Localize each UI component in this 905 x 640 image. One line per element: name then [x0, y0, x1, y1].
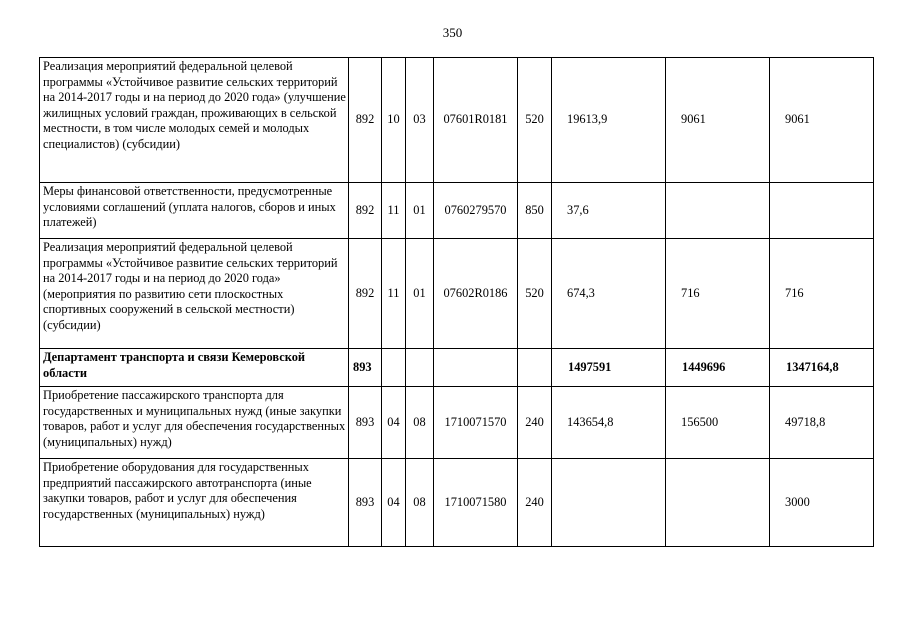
target-article-code: 07602R0186: [434, 239, 518, 349]
page-number: 350: [442, 25, 463, 40]
section-code: [382, 349, 406, 387]
section-code: 11: [382, 183, 406, 239]
subsection-code: 01: [406, 183, 434, 239]
amount-year-1: 674,3: [552, 239, 666, 349]
amount-year-2: 1449696: [666, 349, 770, 387]
amount-year-3: [770, 183, 874, 239]
table-row: [40, 387, 874, 459]
row-name: Приобретение пассажирского транспорта для государственных и муниципальных нужд (иные закупки товаров, работ и услуг для обеспечения государственных (муниципальных) нужд): [40, 387, 349, 459]
subsection-code: [406, 349, 434, 387]
target-article-code: 1710071580: [434, 459, 518, 547]
table-row: [40, 349, 874, 387]
amount-year-2: 716: [666, 239, 770, 349]
subsection-code: 01: [406, 239, 434, 349]
target-article-code: 0760279570: [434, 183, 518, 239]
section-code: 04: [382, 459, 406, 547]
row-name: Приобретение оборудования для государственных предприятий пассажирского автотранспорта (иные закупки товаров, работ и услуг для обеспечения государственных (муниципальных) нужд): [40, 459, 349, 547]
ministry-code: 893: [349, 387, 382, 459]
target-article-code: 1710071570: [434, 387, 518, 459]
amount-year-2: [666, 459, 770, 547]
amount-year-2: 156500: [666, 387, 770, 459]
expense-type-code: 850: [518, 183, 552, 239]
expense-type-code: 520: [518, 58, 552, 183]
expense-type-code: 240: [518, 459, 552, 547]
section-code: 11: [382, 239, 406, 349]
amount-year-3: 3000: [770, 459, 874, 547]
row-name: Реализация мероприятий федеральной целевой программы «Устойчивое развитие сельских территорий на 2014-2017 годы и на период до 2020 года» (улучшение жилищных условий граждан, проживающих в сельской местности, в том числе молодых семей и молодых специалистов) (субсидии): [40, 58, 349, 183]
amount-year-3: 9061: [770, 58, 874, 183]
table-row: [40, 183, 874, 239]
amount-year-1: 19613,9: [552, 58, 666, 183]
amount-year-2: [666, 183, 770, 239]
table-row: [40, 58, 874, 183]
row-name: Меры финансовой ответственности, предусмотренные условиями соглашений (уплата налогов, сборов и иных платежей): [40, 183, 349, 239]
ministry-code: 892: [349, 239, 382, 349]
amount-year-1: 1497591: [552, 349, 666, 387]
target-article-code: [434, 349, 518, 387]
budget-table: [39, 57, 874, 547]
expense-type-code: 240: [518, 387, 552, 459]
ministry-code: 893: [349, 349, 382, 387]
ministry-code: 892: [349, 183, 382, 239]
target-article-code: 07601R0181: [434, 58, 518, 183]
row-name: Реализация мероприятий федеральной целевой программы «Устойчивое развитие сельских территорий на 2014-2017 годы и на период до 2020 года» (мероприятия по развитию сети плоскостных спортивных сооружений в сельской местности) (субсидии): [40, 239, 349, 349]
amount-year-1: 37,6: [552, 183, 666, 239]
section-code: 04: [382, 387, 406, 459]
amount-year-3: 716: [770, 239, 874, 349]
expense-type-code: [518, 349, 552, 387]
subsection-code: 03: [406, 58, 434, 183]
amount-year-1: 143654,8: [552, 387, 666, 459]
row-name: Департамент транспорта и связи Кемеровской области: [40, 349, 349, 387]
ministry-code: 893: [349, 459, 382, 547]
amount-year-3: 49718,8: [770, 387, 874, 459]
amount-year-2: 9061: [666, 58, 770, 183]
subsection-code: 08: [406, 459, 434, 547]
section-code: 10: [382, 58, 406, 183]
expense-type-code: 520: [518, 239, 552, 349]
table-row: [40, 459, 874, 547]
amount-year-1: [552, 459, 666, 547]
subsection-code: 08: [406, 387, 434, 459]
amount-year-3: 1347164,8: [770, 349, 874, 387]
ministry-code: 892: [349, 58, 382, 183]
table-row: [40, 239, 874, 349]
